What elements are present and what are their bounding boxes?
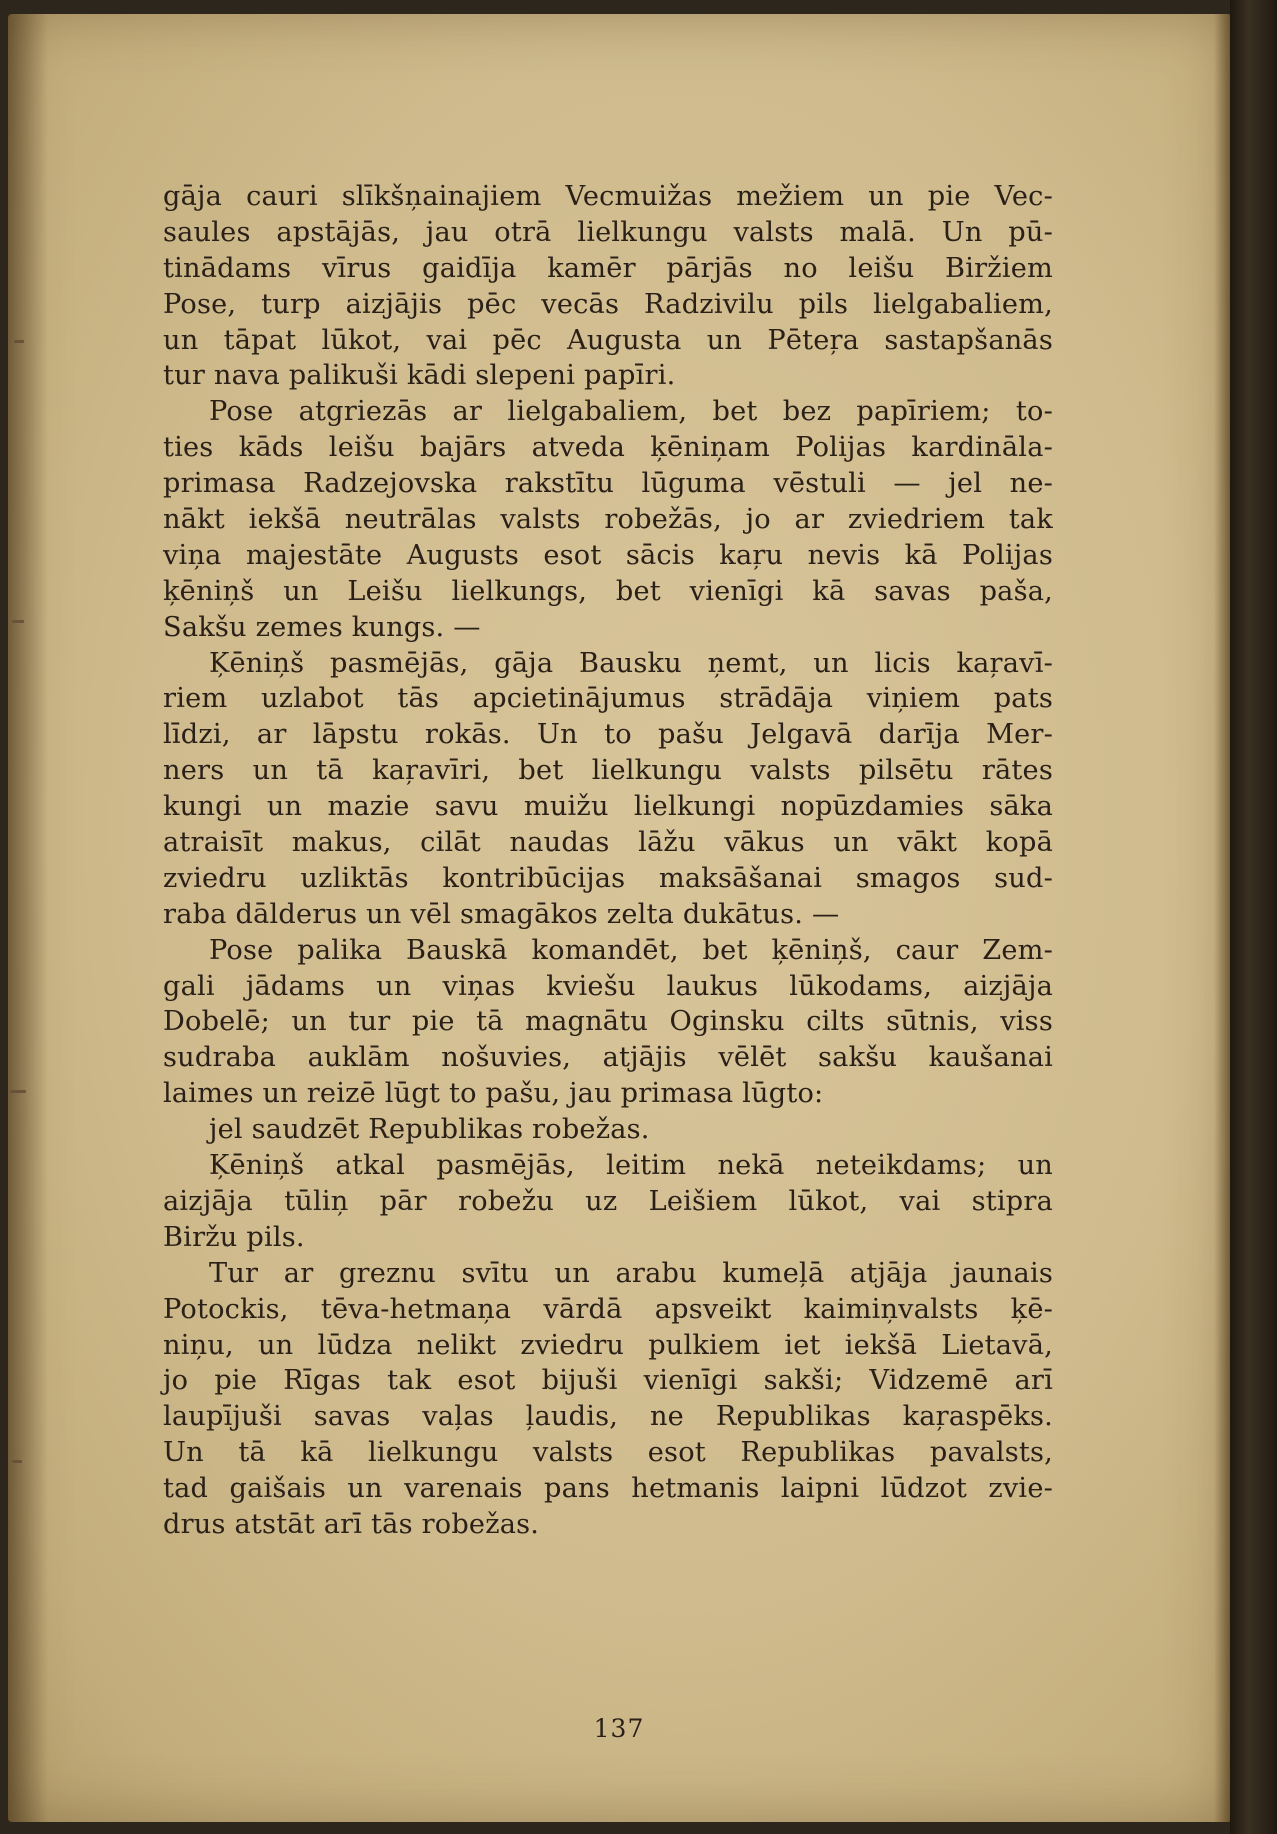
text-line: aizjāja tūliņ pār robežu uz Leišiem lūkot, vai stipra [163, 1185, 1053, 1217]
text-line: jo pie Rīgas tak esot bijuši vienīgi sakši; Vidzemē arī [163, 1365, 1053, 1397]
text-line: ties kāds leišu bajārs atveda ķēniņam Polijas kardināla- [163, 432, 1053, 464]
text-line: primasa Radzejovska rakstītu lūguma vēstuli — jel ne- [163, 468, 1053, 500]
page-number: 137 [593, 1714, 645, 1743]
text-line: tad gaišais un varenais pans hetmanis laipni lūdzot zvie- [163, 1473, 1053, 1505]
text-line: saules apstājās, jau otrā lielkungu valsts malā. Un pū- [163, 216, 1053, 248]
text-line: līdzi, ar lāpstu rokās. Un to pašu Jelgavā darīja Mer- [163, 719, 1053, 751]
body-text [163, 179, 1053, 1543]
text-line: Ķēniņš atkal pasmējās, leitim nekā neteikdams; un [209, 1150, 1053, 1182]
text-line: un tāpat lūkot, vai pēc Augusta un Pēteŗa sastapšanās [163, 324, 1053, 356]
text-line: tur nava palikuši kādi slepeni papīri. [163, 360, 676, 392]
margin-mark [12, 620, 24, 623]
text-line: raba dālderus un vēl smagākos zelta dukātus. — [163, 898, 840, 930]
page-edge-shadow [1214, 14, 1230, 1822]
text-line: zviedru uzliktās kontribūcijas maksāšanai smagos sud- [163, 862, 1053, 894]
text-line: Ķēniņš pasmējās, gāja Bausku ņemt, un licis kaŗavī- [209, 647, 1053, 679]
text-line: niņu, un lūdza nelikt zviedru pulkiem iet iekšā Lietavā, [163, 1329, 1053, 1361]
text-line: Pose atgriezās ar lielgabaliem, bet bez papīriem; to- [209, 396, 1053, 428]
text-line: ķēniņš un Leišu lielkungs, bet vienīgi kā savas paša, [163, 575, 1053, 607]
text-line: Pose palika Bauskā komandēt, bet ķēniņš, caur Zem- [209, 934, 1053, 966]
text-line: kungi un mazie savu muižu lielkungi nopūzdamies sāka [163, 791, 1053, 823]
text-line: jel saudzēt Republikas robežas. [209, 1114, 650, 1146]
text-line: Tur ar greznu svītu un arabu kumeļā atjāja jaunais [209, 1257, 1053, 1289]
book-page [8, 14, 1230, 1822]
margin-mark [14, 340, 24, 343]
text-line: gāja cauri slīkšņainajiem Vecmuižas mežiem un pie Vec- [163, 181, 1053, 212]
text-line: Biržu pils. [163, 1221, 305, 1253]
text-line: Un tā kā lielkungu valsts esot Republikas pavalsts, [163, 1437, 1053, 1469]
text-line: tinādams vīrus gaidīja kamēr pārjās no leišu Biržiem [163, 252, 1053, 284]
text-line: viņa majestāte Augusts esot sācis kaŗu nevis kā Polijas [163, 539, 1053, 571]
text-line: ners un tā kaŗavīri, bet lielkungu valsts pilsētu rātes [163, 755, 1053, 787]
text-line: sudraba auklām nošuvies, atjājis vēlēt sakšu kaušanai [163, 1042, 1053, 1074]
text-line: riem uzlabot tās apcietinājumus strādāja viņiem pats [163, 683, 1053, 715]
margin-mark [10, 1090, 26, 1093]
text-line: drus atstāt arī tās robežas. [163, 1508, 540, 1540]
text-line: Pose, turp aizjājis pēc vecās Radzivilu pils lielgabaliem, [163, 288, 1053, 320]
text-line: Dobelē; un tur pie tā magnātu Oginsku cilts sūtnis, viss [163, 1006, 1053, 1038]
text-line: laupījuši savas vaļas ļaudis, ne Republikas kaŗaspēks. [163, 1401, 1053, 1433]
text-line: gali jādams un viņas kviešu laukus lūkodams, aizjāja [163, 970, 1053, 1002]
text-line: Sakšu zemes kungs. — [163, 611, 481, 643]
text-line: atraisīt makus, cilāt naudas lāžu vākus un vākt kopā [163, 827, 1053, 859]
text-line: Potockis, tēva-hetmaņa vārdā apsveikt kaimiņvalsts ķē- [163, 1293, 1053, 1325]
margin-mark [12, 1460, 22, 1463]
book-spine [1230, 0, 1277, 1834]
page-gutter-shadow [8, 14, 48, 1822]
text-line: laimes un reizē lūgt to pašu, jau primasa lūgto: [163, 1078, 824, 1110]
text-line: nākt iekšā neutrālas valsts robežās, jo ar zviedriem tak [163, 504, 1053, 536]
